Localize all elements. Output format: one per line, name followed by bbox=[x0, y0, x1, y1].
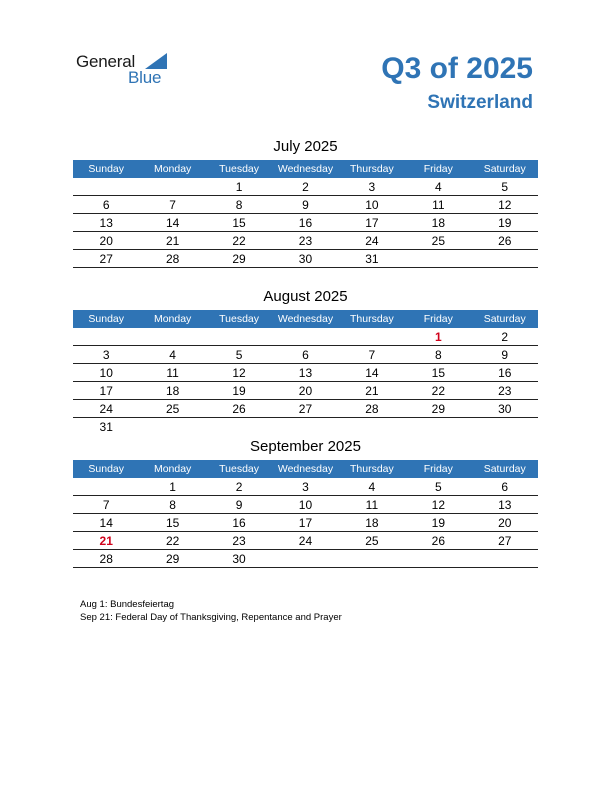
day-cell: 23 bbox=[232, 533, 246, 548]
week-row bbox=[73, 196, 538, 214]
day-cell: 3 bbox=[368, 179, 376, 194]
day-cell: 29 bbox=[165, 551, 180, 566]
logo-word-blue: Blue bbox=[128, 68, 162, 87]
weekday-label: Thursday bbox=[350, 463, 394, 475]
weekday-label: Friday bbox=[423, 463, 453, 475]
day-cell: 15 bbox=[165, 515, 180, 530]
day-cell: 28 bbox=[99, 551, 113, 566]
day-cell: 20 bbox=[99, 233, 113, 248]
day-cell: 9 bbox=[302, 197, 309, 212]
day-cell: 3 bbox=[102, 347, 110, 362]
weekday-label: Wednesday bbox=[277, 313, 334, 325]
day-cell: 6 bbox=[102, 197, 110, 212]
week-row bbox=[73, 400, 538, 418]
day-cell: 3 bbox=[302, 479, 309, 494]
week-row bbox=[73, 514, 538, 532]
weekday-label: Wednesday bbox=[277, 163, 334, 175]
month-calendar bbox=[73, 438, 538, 568]
holiday-notes bbox=[80, 598, 342, 624]
month-title: August 2025 bbox=[263, 288, 348, 305]
day-cell: 16 bbox=[298, 215, 313, 230]
weekday-label: Monday bbox=[153, 463, 192, 475]
day-cell: 25 bbox=[365, 533, 379, 548]
week-row bbox=[73, 418, 538, 436]
day-cell: 29 bbox=[232, 251, 246, 266]
day-cell: 14 bbox=[365, 365, 379, 380]
day-cell: 8 bbox=[434, 347, 442, 362]
weekday-label: Thursday bbox=[350, 313, 394, 325]
day-cell: 18 bbox=[365, 515, 379, 530]
week-row bbox=[73, 496, 538, 514]
weekday-label: Saturday bbox=[483, 163, 526, 175]
day-cell: 22 bbox=[431, 383, 445, 398]
day-cell: 21 bbox=[365, 383, 379, 398]
day-cell: 8 bbox=[169, 497, 176, 512]
weekday-label: Sunday bbox=[88, 313, 125, 325]
day-cell: 13 bbox=[498, 497, 512, 512]
month-calendar bbox=[73, 288, 538, 436]
day-cell: 24 bbox=[365, 233, 379, 248]
day-cell: 15 bbox=[431, 365, 445, 380]
day-cell: 6 bbox=[501, 479, 509, 494]
day-cell: 13 bbox=[298, 365, 313, 380]
week-row bbox=[73, 178, 538, 196]
day-cell: 16 bbox=[232, 515, 246, 530]
day-cell: 24 bbox=[99, 401, 113, 416]
day-cell: 23 bbox=[498, 383, 512, 398]
day-cell: 29 bbox=[431, 401, 445, 416]
day-cell: 22 bbox=[232, 233, 246, 248]
day-cell: 4 bbox=[169, 347, 176, 362]
day-cell: 25 bbox=[431, 233, 445, 248]
day-cell: 26 bbox=[431, 533, 445, 548]
weekday-label: Saturday bbox=[483, 313, 526, 325]
day-cell: 13 bbox=[99, 215, 113, 230]
day-cell: 17 bbox=[365, 215, 379, 230]
week-row bbox=[73, 232, 538, 250]
day-cell: 12 bbox=[498, 197, 512, 212]
day-cell: 20 bbox=[298, 383, 313, 398]
day-cell: 11 bbox=[365, 497, 379, 512]
day-cell: 27 bbox=[498, 533, 512, 548]
week-row bbox=[73, 364, 538, 382]
day-cell: 21 bbox=[99, 533, 113, 548]
day-cell: 22 bbox=[165, 533, 180, 548]
day-cell: 1 bbox=[434, 329, 442, 344]
day-cell: 16 bbox=[498, 365, 512, 380]
weekday-header bbox=[73, 460, 538, 478]
weekday-label: Friday bbox=[423, 163, 453, 175]
day-cell: 11 bbox=[432, 197, 445, 212]
flag-icon bbox=[145, 53, 167, 69]
weekday-label: Sunday bbox=[88, 463, 125, 475]
day-cell: 10 bbox=[298, 497, 313, 512]
weekday-label: Saturday bbox=[483, 463, 526, 475]
day-cell: 10 bbox=[99, 365, 113, 380]
day-cell: 2 bbox=[302, 179, 309, 194]
holiday-note: Sep 21: Federal Day of Thanksgiving, Repentance and Prayer bbox=[80, 612, 342, 623]
day-cell: 8 bbox=[235, 197, 243, 212]
page-title: Q3 of 2025 bbox=[381, 52, 533, 85]
week-row bbox=[73, 532, 538, 550]
day-cell: 23 bbox=[298, 233, 313, 248]
weekday-label: Monday bbox=[153, 313, 192, 325]
weekday-label: Friday bbox=[423, 313, 453, 325]
day-cell: 1 bbox=[235, 179, 243, 194]
day-cell: 15 bbox=[232, 215, 246, 230]
day-cell: 18 bbox=[165, 383, 180, 398]
month-calendar bbox=[73, 138, 538, 268]
week-row bbox=[73, 478, 538, 496]
day-cell: 12 bbox=[232, 365, 246, 380]
day-cell: 17 bbox=[99, 383, 113, 398]
day-cell: 14 bbox=[165, 215, 180, 230]
day-cell: 10 bbox=[365, 197, 379, 212]
day-cell: 7 bbox=[102, 497, 110, 512]
day-cell: 28 bbox=[165, 251, 180, 266]
brand-logo bbox=[76, 52, 176, 88]
day-cell: 9 bbox=[235, 497, 243, 512]
day-cell: 30 bbox=[232, 551, 246, 566]
day-cell: 12 bbox=[431, 497, 445, 512]
week-row bbox=[73, 214, 538, 232]
holiday-note: Aug 1: Bundesfeiertag bbox=[80, 599, 175, 610]
day-cell: 24 bbox=[298, 533, 313, 548]
week-row bbox=[73, 550, 538, 568]
day-cell: 30 bbox=[498, 401, 512, 416]
weekday-label: Tuesday bbox=[219, 463, 259, 475]
month-title: September 2025 bbox=[250, 438, 361, 455]
day-cell: 5 bbox=[434, 479, 442, 494]
day-cell: 28 bbox=[365, 401, 379, 416]
day-cell: 19 bbox=[431, 515, 445, 530]
week-row bbox=[73, 382, 538, 400]
day-cell: 4 bbox=[368, 479, 376, 494]
day-cell: 6 bbox=[302, 347, 309, 362]
day-cell: 14 bbox=[99, 515, 113, 530]
week-row bbox=[73, 250, 538, 268]
week-row bbox=[73, 346, 538, 364]
day-cell: 2 bbox=[235, 479, 243, 494]
country-subtitle: Switzerland bbox=[427, 92, 533, 113]
weekday-label: Tuesday bbox=[219, 163, 259, 175]
weekday-label: Sunday bbox=[88, 163, 125, 175]
logo-word-general: General bbox=[76, 52, 136, 71]
day-cell: 7 bbox=[368, 347, 376, 362]
day-cell: 4 bbox=[434, 179, 442, 194]
day-cell: 27 bbox=[298, 401, 313, 416]
weekday-label: Thursday bbox=[350, 163, 394, 175]
day-cell: 9 bbox=[501, 347, 509, 362]
day-cell: 21 bbox=[165, 233, 180, 248]
weekday-label: Wednesday bbox=[277, 463, 334, 475]
day-cell: 19 bbox=[232, 383, 246, 398]
day-cell: 11 bbox=[166, 365, 179, 380]
day-cell: 1 bbox=[169, 479, 176, 494]
day-cell: 19 bbox=[498, 215, 512, 230]
day-cell: 26 bbox=[232, 401, 246, 416]
day-cell: 31 bbox=[365, 251, 379, 266]
weekday-header bbox=[73, 160, 538, 178]
day-cell: 18 bbox=[431, 215, 445, 230]
day-cell: 27 bbox=[99, 251, 113, 266]
day-cell: 20 bbox=[498, 515, 512, 530]
day-cell: 5 bbox=[235, 347, 243, 362]
day-cell: 5 bbox=[501, 179, 509, 194]
day-cell: 31 bbox=[99, 420, 113, 434]
day-cell: 26 bbox=[498, 233, 512, 248]
weekday-label: Monday bbox=[153, 163, 192, 175]
day-cell: 2 bbox=[501, 329, 509, 344]
month-title: July 2025 bbox=[273, 138, 338, 155]
day-cell: 7 bbox=[169, 197, 176, 212]
day-cell: 25 bbox=[165, 401, 180, 416]
weekday-header bbox=[73, 310, 538, 328]
day-cell: 30 bbox=[298, 251, 313, 266]
weekday-label: Tuesday bbox=[219, 313, 259, 325]
week-row bbox=[73, 328, 538, 346]
day-cell: 17 bbox=[298, 515, 313, 530]
